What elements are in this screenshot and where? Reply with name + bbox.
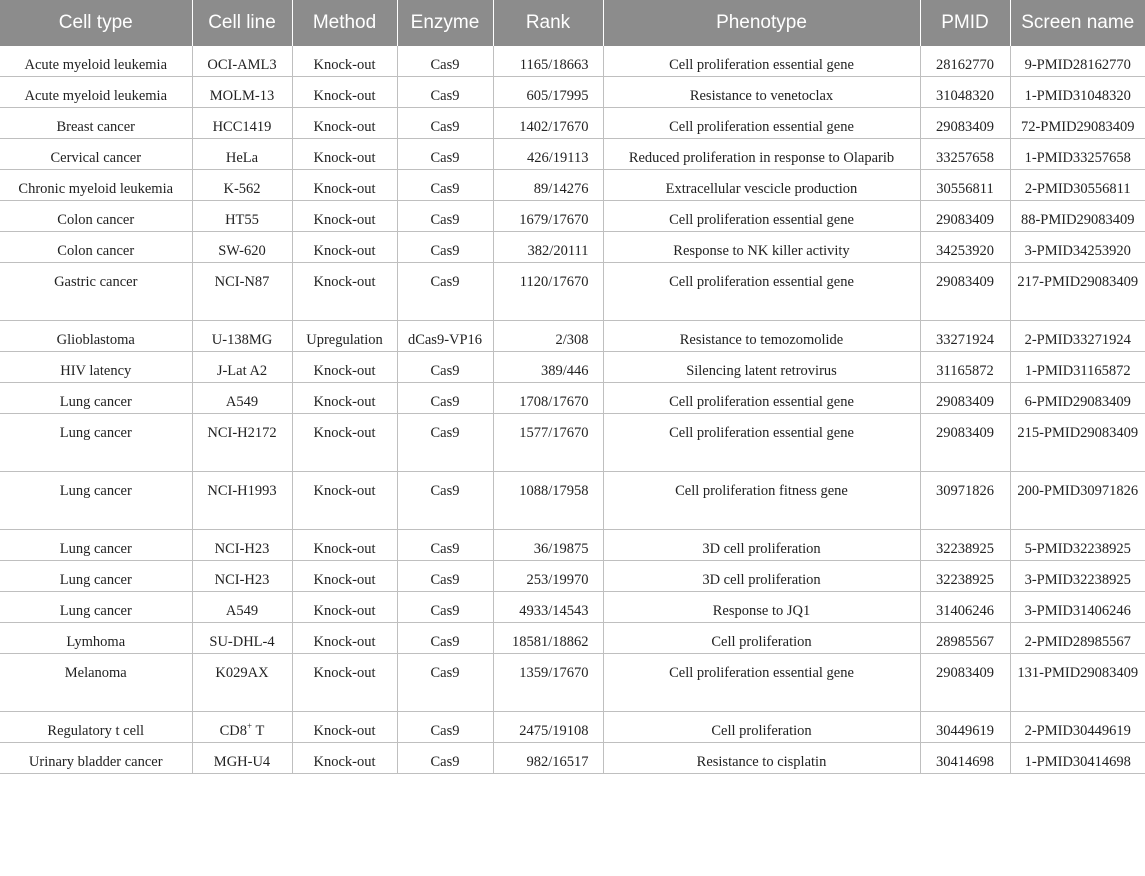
phenotype-cell: Cell proliferation essential gene [603, 108, 920, 139]
method-cell: Knock-out [292, 201, 397, 232]
cell-type-cell: Gastric cancer [0, 263, 192, 321]
screen-name-cell: 88-PMID29083409 [1010, 201, 1145, 232]
cell-line-cell: J-Lat A2 [192, 352, 292, 383]
cell-line-cell: NCI-H1993 [192, 472, 292, 530]
pmid-cell: 29083409 [920, 383, 1010, 414]
method-cell: Knock-out [292, 472, 397, 530]
pmid-cell: 30971826 [920, 472, 1010, 530]
cell-type-cell: Lung cancer [0, 383, 192, 414]
cell-type-cell: Cervical cancer [0, 139, 192, 170]
screen-name-cell: 2-PMID33271924 [1010, 321, 1145, 352]
enzyme-cell: Cas9 [397, 654, 493, 712]
cell-type-cell: Lung cancer [0, 530, 192, 561]
pmid-cell: 32238925 [920, 530, 1010, 561]
method-cell: Knock-out [292, 232, 397, 263]
table-row [0, 46, 1145, 77]
cell-line-cell: HeLa [192, 139, 292, 170]
rank-cell: 89/14276 [493, 170, 603, 201]
enzyme-cell: Cas9 [397, 352, 493, 383]
cell-line-cell: MOLM-13 [192, 77, 292, 108]
screen-name-cell: 2-PMID28985567 [1010, 623, 1145, 654]
screen-name-cell: 3-PMID34253920 [1010, 232, 1145, 263]
rank-cell: 2475/19108 [493, 712, 603, 743]
phenotype-cell: Resistance to venetoclax [603, 77, 920, 108]
screen-name-cell: 131-PMID29083409 [1010, 654, 1145, 712]
enzyme-cell: Cas9 [397, 77, 493, 108]
rank-cell: 1402/17670 [493, 108, 603, 139]
table-row [0, 232, 1145, 263]
screen-name-cell: 3-PMID32238925 [1010, 561, 1145, 592]
screen-name-cell: 6-PMID29083409 [1010, 383, 1145, 414]
rank-cell: 1679/17670 [493, 201, 603, 232]
enzyme-cell: Cas9 [397, 201, 493, 232]
method-cell: Knock-out [292, 46, 397, 77]
method-cell: Knock-out [292, 352, 397, 383]
header-screen-name: Screen name [1010, 0, 1145, 46]
cell-line-cell [192, 712, 292, 743]
enzyme-cell: Cas9 [397, 472, 493, 530]
method-cell: Knock-out [292, 170, 397, 201]
table-row [0, 108, 1145, 139]
cell-type-cell: Lung cancer [0, 472, 192, 530]
phenotype-cell: Cell proliferation essential gene [603, 263, 920, 321]
table-row [0, 592, 1145, 623]
enzyme-cell: Cas9 [397, 46, 493, 77]
screen-name-cell: 1-PMID33257658 [1010, 139, 1145, 170]
pmid-cell: 29083409 [920, 654, 1010, 712]
cell-line-cell: SW-620 [192, 232, 292, 263]
enzyme-cell: dCas9-VP16 [397, 321, 493, 352]
cell-type-cell: Lung cancer [0, 414, 192, 472]
method-cell: Knock-out [292, 263, 397, 321]
rank-cell: 982/16517 [493, 743, 603, 774]
header-cell-type: Cell type [0, 0, 192, 46]
cell-type-cell: Chronic myeloid leukemia [0, 170, 192, 201]
enzyme-cell: Cas9 [397, 414, 493, 472]
pmid-cell: 30414698 [920, 743, 1010, 774]
screen-name-cell: 1-PMID30414698 [1010, 743, 1145, 774]
cell-type-cell: Acute myeloid leukemia [0, 77, 192, 108]
cell-type-cell: Lung cancer [0, 561, 192, 592]
table-row [0, 352, 1145, 383]
screen-name-cell: 72-PMID29083409 [1010, 108, 1145, 139]
cell-type-cell: HIV latency [0, 352, 192, 383]
enzyme-cell: Cas9 [397, 108, 493, 139]
cell-type-cell: Lung cancer [0, 592, 192, 623]
header-cell-line: Cell line [192, 0, 292, 46]
enzyme-cell: Cas9 [397, 743, 493, 774]
phenotype-cell: Extracellular vescicle production [603, 170, 920, 201]
cell-type-cell: Breast cancer [0, 108, 192, 139]
pmid-cell: 29083409 [920, 414, 1010, 472]
header-phenotype: Phenotype [603, 0, 920, 46]
pmid-cell: 29083409 [920, 108, 1010, 139]
enzyme-cell: Cas9 [397, 170, 493, 201]
enzyme-cell: Cas9 [397, 561, 493, 592]
cell-line-cell: NCI-H23 [192, 530, 292, 561]
method-cell: Knock-out [292, 383, 397, 414]
phenotype-cell: Cell proliferation [603, 623, 920, 654]
table-body [0, 46, 1145, 774]
pmid-cell: 33257658 [920, 139, 1010, 170]
table-row [0, 77, 1145, 108]
table-row [0, 170, 1145, 201]
table-row [0, 623, 1145, 654]
rank-cell: 1120/17670 [493, 263, 603, 321]
pmid-cell: 28162770 [920, 46, 1010, 77]
table-row [0, 712, 1145, 743]
phenotype-cell: Cell proliferation essential gene [603, 46, 920, 77]
enzyme-cell: Cas9 [397, 383, 493, 414]
rank-cell: 18581/18862 [493, 623, 603, 654]
header-method: Method [292, 0, 397, 46]
pmid-cell: 31048320 [920, 77, 1010, 108]
pmid-cell: 34253920 [920, 232, 1010, 263]
cell-type-cell: Colon cancer [0, 201, 192, 232]
table-row [0, 414, 1145, 472]
rank-cell: 2/308 [493, 321, 603, 352]
rank-cell: 36/19875 [493, 530, 603, 561]
pmid-cell: 29083409 [920, 201, 1010, 232]
screen-name-cell: 1-PMID31165872 [1010, 352, 1145, 383]
cell-line-cell: A549 [192, 592, 292, 623]
pmid-cell: 32238925 [920, 561, 1010, 592]
cell-line-cell: NCI-H23 [192, 561, 292, 592]
screen-name-cell: 2-PMID30556811 [1010, 170, 1145, 201]
method-cell: Knock-out [292, 108, 397, 139]
cell-type-cell: Regulatory t cell [0, 712, 192, 743]
rank-cell: 1708/17670 [493, 383, 603, 414]
cell-type-cell: Acute myeloid leukemia [0, 46, 192, 77]
phenotype-cell: Reduced proliferation in response to Olaparib [603, 139, 920, 170]
rank-cell: 1359/17670 [493, 654, 603, 712]
pmid-cell: 33271924 [920, 321, 1010, 352]
cell-line-cell: NCI-N87 [192, 263, 292, 321]
phenotype-cell: Response to NK killer activity [603, 232, 920, 263]
header-row [0, 0, 1145, 46]
rank-cell: 1165/18663 [493, 46, 603, 77]
cell-line-cell: U-138MG [192, 321, 292, 352]
phenotype-cell: 3D cell proliferation [603, 561, 920, 592]
cell-type-cell: Glioblastoma [0, 321, 192, 352]
cell-line-cell: SU-DHL-4 [192, 623, 292, 654]
cell-type-cell: Urinary bladder cancer [0, 743, 192, 774]
method-cell: Knock-out [292, 623, 397, 654]
table-row [0, 321, 1145, 352]
enzyme-cell: Cas9 [397, 232, 493, 263]
phenotype-cell: Resistance to temozomolide [603, 321, 920, 352]
cell-line-cell: K-562 [192, 170, 292, 201]
pmid-cell: 30556811 [920, 170, 1010, 201]
screen-name-cell: 3-PMID31406246 [1010, 592, 1145, 623]
phenotype-cell: 3D cell proliferation [603, 530, 920, 561]
phenotype-cell: Resistance to cisplatin [603, 743, 920, 774]
method-cell: Knock-out [292, 530, 397, 561]
rank-cell: 605/17995 [493, 77, 603, 108]
table-row [0, 139, 1145, 170]
rank-cell: 426/19113 [493, 139, 603, 170]
cell-line-cell: A549 [192, 383, 292, 414]
table-row [0, 561, 1145, 592]
cell-line-cell: K029AX [192, 654, 292, 712]
enzyme-cell: Cas9 [397, 263, 493, 321]
cell-type-cell: Melanoma [0, 654, 192, 712]
method-cell: Knock-out [292, 414, 397, 472]
method-cell: Knock-out [292, 139, 397, 170]
rank-cell: 4933/14543 [493, 592, 603, 623]
table-row [0, 472, 1145, 530]
method-cell: Knock-out [292, 561, 397, 592]
cell-type-cell: Colon cancer [0, 232, 192, 263]
screen-name-cell: 200-PMID30971826 [1010, 472, 1145, 530]
enzyme-cell: Cas9 [397, 530, 493, 561]
table-row [0, 654, 1145, 712]
method-cell: Knock-out [292, 654, 397, 712]
pmid-cell: 28985567 [920, 623, 1010, 654]
phenotype-cell: Cell proliferation fitness gene [603, 472, 920, 530]
table-row [0, 201, 1145, 232]
cell-line-cell: OCI-AML3 [192, 46, 292, 77]
phenotype-cell: Silencing latent retrovirus [603, 352, 920, 383]
pmid-cell: 30449619 [920, 712, 1010, 743]
table-row [0, 263, 1145, 321]
screen-name-cell: 9-PMID28162770 [1010, 46, 1145, 77]
enzyme-cell: Cas9 [397, 623, 493, 654]
pmid-cell: 29083409 [920, 263, 1010, 321]
enzyme-cell: Cas9 [397, 139, 493, 170]
phenotype-cell: Cell proliferation essential gene [603, 201, 920, 232]
table-row [0, 530, 1145, 561]
table-row [0, 383, 1145, 414]
cell-type-cell: Lymhoma [0, 623, 192, 654]
cell-line-cell: HT55 [192, 201, 292, 232]
rank-cell: 389/446 [493, 352, 603, 383]
cell-line-cell: MGH-U4 [192, 743, 292, 774]
cell-line-cell: NCI-H2172 [192, 414, 292, 472]
cell-line-superscript: + [247, 721, 253, 731]
phenotype-cell: Response to JQ1 [603, 592, 920, 623]
table-row [0, 743, 1145, 774]
cell-line-text: CD8 [219, 723, 248, 739]
phenotype-cell: Cell proliferation essential gene [603, 654, 920, 712]
pmid-cell: 31406246 [920, 592, 1010, 623]
method-cell: Knock-out [292, 77, 397, 108]
screen-name-cell: 5-PMID32238925 [1010, 530, 1145, 561]
screen-name-cell: 2-PMID30449619 [1010, 712, 1145, 743]
phenotype-cell: Cell proliferation [603, 712, 920, 743]
pmid-cell: 31165872 [920, 352, 1010, 383]
enzyme-cell: Cas9 [397, 712, 493, 743]
screen-name-cell: 217-PMID29083409 [1010, 263, 1145, 321]
header-pmid: PMID [920, 0, 1010, 46]
rank-cell: 382/20111 [493, 232, 603, 263]
method-cell: Upregulation [292, 321, 397, 352]
method-cell: Knock-out [292, 743, 397, 774]
screen-name-cell: 1-PMID31048320 [1010, 77, 1145, 108]
rank-cell: 1088/17958 [493, 472, 603, 530]
cell-line-suffix: T [252, 723, 265, 739]
cell-line-cell: HCC1419 [192, 108, 292, 139]
screen-name-cell: 215-PMID29083409 [1010, 414, 1145, 472]
method-cell: Knock-out [292, 592, 397, 623]
header-enzyme: Enzyme [397, 0, 493, 46]
rank-cell: 253/19970 [493, 561, 603, 592]
enzyme-cell: Cas9 [397, 592, 493, 623]
phenotype-cell: Cell proliferation essential gene [603, 383, 920, 414]
header-rank: Rank [493, 0, 603, 46]
method-cell: Knock-out [292, 712, 397, 743]
rank-cell: 1577/17670 [493, 414, 603, 472]
phenotype-cell: Cell proliferation essential gene [603, 414, 920, 472]
